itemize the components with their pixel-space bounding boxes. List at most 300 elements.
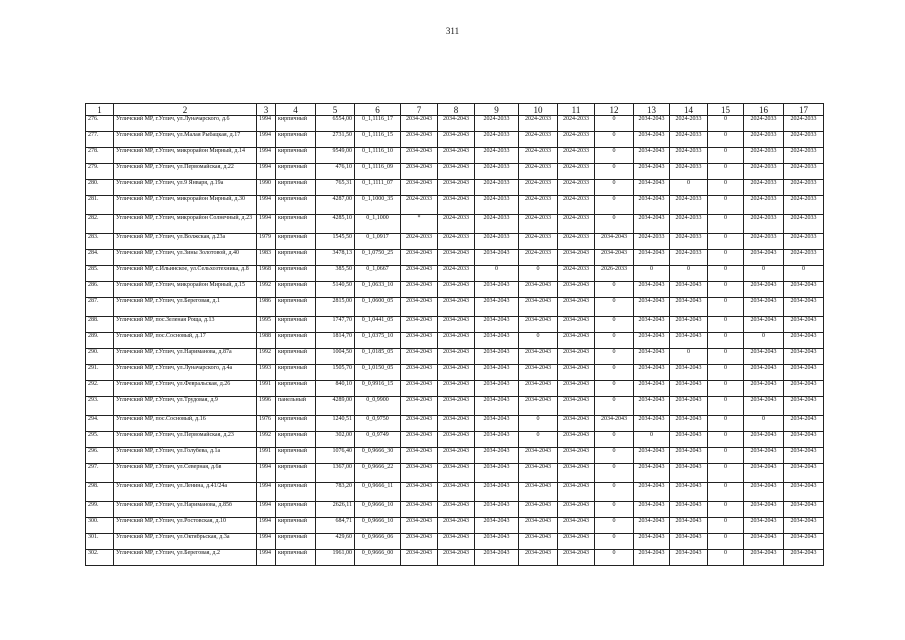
page-number: 311 — [445, 26, 460, 36]
table-cell: 2024-2033 — [519, 180, 558, 196]
table-cell: 2034-2043 — [438, 148, 475, 164]
table-cell: 0 — [708, 518, 744, 534]
table-cell: 2024-2033 — [558, 234, 595, 250]
table-cell: 0_0,9666_10 — [355, 502, 401, 518]
table-cell: 2024-2033 — [784, 148, 824, 164]
table-cell: 1994 — [257, 164, 276, 180]
table-cell: 2034-2043 — [401, 381, 438, 397]
table-cell: 2024-2033 — [670, 164, 708, 180]
table-cell: 2034-2043 — [634, 196, 670, 215]
table-cell: 1992 — [257, 349, 276, 365]
table-cell: 2024-2033 — [519, 250, 558, 266]
table-cell: 2024-2033 — [519, 132, 558, 148]
table-cell: 2024-2033 — [558, 180, 595, 196]
table-cell: 2034-2043 — [634, 381, 670, 397]
table-cell: 2034-2043 — [784, 317, 824, 333]
table-cell: 6554,00 — [316, 116, 355, 132]
table-cell: 2034-2043 — [670, 550, 708, 566]
table-cell: 2024-2033 — [475, 215, 519, 234]
table-cell: 283. — [86, 234, 114, 250]
table-cell: 2034-2043 — [475, 483, 519, 502]
table-cell: 0 — [595, 432, 634, 448]
table-cell: 2034-2043 — [438, 502, 475, 518]
table-cell: 2034-2043 — [634, 349, 670, 365]
table-cell: 2034-2043 — [670, 432, 708, 448]
table-cell: 2034-2043 — [438, 116, 475, 132]
table-cell: 0 — [595, 317, 634, 333]
address-cell: Угличский МР, г.Углич, ул.Береговая, д.1 — [114, 298, 257, 317]
table-cell: 0 — [708, 448, 744, 464]
table-cell: 2024-2033 — [475, 116, 519, 132]
table-cell: 0 — [595, 502, 634, 518]
table-cell: 2024-2033 — [744, 148, 784, 164]
table-row — [86, 518, 824, 534]
column-header: 10 — [519, 104, 558, 116]
table-cell: 0 — [708, 116, 744, 132]
table-cell: 2034-2043 — [475, 448, 519, 464]
table-cell: 2034-2043 — [558, 550, 595, 566]
table-row — [86, 349, 824, 365]
table-cell: 2034-2043 — [634, 298, 670, 317]
column-header: 15 — [708, 104, 744, 116]
table-cell: кирпичный — [276, 116, 316, 132]
table-cell: 277. — [86, 132, 114, 148]
table-cell: 2626,11 — [316, 502, 355, 518]
table-row — [86, 196, 824, 215]
table-cell: 0 — [744, 416, 784, 432]
address-cell: Угличский МР, пос.Сосновый, д.16 — [114, 416, 257, 432]
table-cell: 2034-2043 — [519, 448, 558, 464]
table-cell: 2024-2033 — [475, 132, 519, 148]
table-cell: 2034-2043 — [634, 164, 670, 180]
column-header: 1 — [86, 104, 114, 116]
table-cell: 0 — [595, 132, 634, 148]
address-cell: Угличский МР, г.Углич, ул.Ленина, д.41/24а — [114, 483, 257, 502]
table-cell: 2034-2043 — [744, 534, 784, 550]
table-cell: 0_1,1000 — [355, 215, 401, 234]
column-header: 9 — [475, 104, 519, 116]
table-cell: 2024-2033 — [784, 116, 824, 132]
table-cell: 2034-2043 — [401, 518, 438, 534]
table-cell: 2034-2043 — [401, 534, 438, 550]
address-cell: Угличский МР, г.Углич, ул.Ростовская, д.10 — [114, 518, 257, 534]
table-cell: 2034-2043 — [634, 502, 670, 518]
header-row — [86, 104, 824, 116]
table-cell: 0 — [595, 116, 634, 132]
table-row — [86, 397, 824, 416]
table-cell: 0 — [595, 483, 634, 502]
table-cell: 0_0,9666_10 — [355, 518, 401, 534]
table-cell: 285. — [86, 266, 114, 282]
table-cell: 0 — [595, 333, 634, 349]
table-cell: 2024-2033 — [438, 266, 475, 282]
table-cell: 0 — [595, 448, 634, 464]
table-cell: 2034-2043 — [519, 464, 558, 483]
table-cell: 2034-2043 — [784, 333, 824, 349]
table-cell: 2034-2043 — [438, 333, 475, 349]
table-row — [86, 234, 824, 250]
table-cell: 2034-2043 — [784, 448, 824, 464]
table-cell: 2034-2043 — [634, 550, 670, 566]
table-cell: 0 — [708, 180, 744, 196]
table-cell: 2034-2043 — [784, 502, 824, 518]
table-cell: 2024-2033 — [784, 180, 824, 196]
table-cell: 2034-2043 — [744, 298, 784, 317]
table-cell: 0_1,1000_35 — [355, 196, 401, 215]
table-cell: 1992 — [257, 282, 276, 298]
address-cell: Угличский МР, г.Углич, ул.Февральская, д.26 — [114, 381, 257, 397]
table-cell: 2034-2043 — [634, 365, 670, 381]
table-cell: 2034-2043 — [401, 448, 438, 464]
table-row — [86, 365, 824, 381]
table-cell: 1004,50 — [316, 349, 355, 365]
table-cell: 0_1,0633_10 — [355, 282, 401, 298]
table-cell: 0 — [595, 534, 634, 550]
table-cell: 1505,70 — [316, 365, 355, 381]
table-cell: 2034-2043 — [438, 397, 475, 416]
table-cell: 0 — [708, 282, 744, 298]
table-cell: 2034-2043 — [438, 180, 475, 196]
table-cell: кирпичный — [276, 298, 316, 317]
table-cell: 2034-2043 — [558, 349, 595, 365]
table-cell: 2034-2043 — [475, 317, 519, 333]
table-cell: 0 — [595, 180, 634, 196]
table-cell: 2026-2033 — [595, 266, 634, 282]
table-cell: 2034-2043 — [475, 518, 519, 534]
table-cell: 2034-2043 — [519, 483, 558, 502]
table-cell: 2815,00 — [316, 298, 355, 317]
table-row — [86, 483, 824, 502]
table-cell: 2034-2043 — [670, 282, 708, 298]
table-cell: 2024-2033 — [519, 164, 558, 180]
table-cell: 2034-2043 — [634, 464, 670, 483]
table-cell: 0_0,9916_15 — [355, 381, 401, 397]
table-cell: 2034-2043 — [438, 132, 475, 148]
table-cell: 0_1,0375_10 — [355, 333, 401, 349]
table-cell: 1240,51 — [316, 416, 355, 432]
table-cell: 2034-2043 — [558, 397, 595, 416]
table-cell: 0 — [519, 432, 558, 448]
table-cell: 2034-2043 — [744, 464, 784, 483]
address-cell: Угличский МР, г.Углич, ул.Первомайская, д.22 — [114, 164, 257, 180]
table-cell: 0 — [708, 333, 744, 349]
table-cell: 0 — [595, 282, 634, 298]
table-cell: 0 — [708, 250, 744, 266]
table-cell: 1994 — [257, 148, 276, 164]
table-cell: 0 — [670, 266, 708, 282]
table-cell: 2034-2043 — [670, 298, 708, 317]
column-header: 8 — [438, 104, 475, 116]
table-cell: 840,10 — [316, 381, 355, 397]
table-cell: 2034-2043 — [670, 381, 708, 397]
table-cell: 1986 — [257, 298, 276, 317]
table-cell: 2034-2043 — [401, 464, 438, 483]
address-cell: Угличский МР, г.Углич, ул.Нариманова, д.85б — [114, 502, 257, 518]
table-row — [86, 266, 824, 282]
table-cell: 2034-2043 — [519, 502, 558, 518]
table-cell: 2034-2043 — [744, 448, 784, 464]
address-cell: Угличский МР, г.Углич, ул.Волжская, д.23а — [114, 234, 257, 250]
address-cell: Угличский МР, г.Углич, микрорайон Мирный, д.15 — [114, 282, 257, 298]
table-cell: 0_0,9750 — [355, 416, 401, 432]
table-cell: 2034-2043 — [401, 164, 438, 180]
table-cell: кирпичный — [276, 416, 316, 432]
table-cell: 0 — [670, 349, 708, 365]
table-cell: 293. — [86, 397, 114, 416]
table-cell: 2034-2043 — [634, 132, 670, 148]
table-cell: 0 — [595, 215, 634, 234]
table-cell: 2024-2033 — [438, 215, 475, 234]
table-cell: 2034-2043 — [519, 534, 558, 550]
table-row — [86, 432, 824, 448]
table-cell: 0 — [595, 349, 634, 365]
table-cell: 0 — [784, 266, 824, 282]
table-cell: 2034-2043 — [670, 483, 708, 502]
table-row — [86, 502, 824, 518]
table-cell: 2024-2033 — [475, 234, 519, 250]
table-cell: 0_0,9666_00 — [355, 550, 401, 566]
table-cell: 2024-2033 — [784, 196, 824, 215]
table-cell: 0_0,9900 — [355, 397, 401, 416]
table-cell: 284. — [86, 250, 114, 266]
table-cell: 0 — [670, 180, 708, 196]
table-cell: 2034-2043 — [784, 432, 824, 448]
table-cell: 1996 — [257, 397, 276, 416]
table-cell: 2034-2043 — [438, 432, 475, 448]
table-cell: 0_0,9666_30 — [355, 448, 401, 464]
table-cell: 2034-2043 — [558, 518, 595, 534]
table-cell: 0 — [708, 132, 744, 148]
table-cell: 1988 — [257, 333, 276, 349]
column-header: 12 — [595, 104, 634, 116]
table-cell: 2024-2033 — [784, 164, 824, 180]
table-cell: 2034-2043 — [670, 518, 708, 534]
table-row — [86, 148, 824, 164]
table-cell: 0 — [708, 534, 744, 550]
table-cell: 301. — [86, 534, 114, 550]
table-cell: 1994 — [257, 534, 276, 550]
table-cell: 1995 — [257, 317, 276, 333]
table-cell: 2034-2043 — [634, 282, 670, 298]
table-cell: 0_1,1116_10 — [355, 148, 401, 164]
address-cell: Угличский МР, пос.Сосновый, д.17 — [114, 333, 257, 349]
table-cell: 2024-2033 — [475, 180, 519, 196]
table-cell: 2034-2043 — [438, 349, 475, 365]
table-cell: 299. — [86, 502, 114, 518]
table-cell: 0 — [708, 416, 744, 432]
table-cell: 1545,50 — [316, 234, 355, 250]
table-cell: кирпичный — [276, 266, 316, 282]
table-cell: 1747,70 — [316, 317, 355, 333]
table-cell: 2034-2043 — [558, 365, 595, 381]
table-cell: 1994 — [257, 550, 276, 566]
table-cell: 1994 — [257, 502, 276, 518]
table-cell: 2024-2033 — [670, 132, 708, 148]
table-cell: кирпичный — [276, 432, 316, 448]
table-cell: 2034-2043 — [558, 416, 595, 432]
table-row — [86, 298, 824, 317]
table-cell: 2034-2043 — [670, 534, 708, 550]
table-cell: 2024-2033 — [475, 148, 519, 164]
table-cell: 2034-2043 — [670, 333, 708, 349]
table-cell: 2034-2043 — [744, 250, 784, 266]
table-cell: 2024-2033 — [744, 215, 784, 234]
table-cell: 280. — [86, 180, 114, 196]
table-cell: 1991 — [257, 381, 276, 397]
table-row — [86, 164, 824, 180]
table-cell: 2024-2033 — [784, 215, 824, 234]
table-cell: 2034-2043 — [634, 518, 670, 534]
table-cell: 2034-2043 — [475, 298, 519, 317]
table-cell: 1994 — [257, 215, 276, 234]
table-cell: 287. — [86, 298, 114, 317]
table-cell: 2034-2043 — [784, 483, 824, 502]
table-cell: 5140,50 — [316, 282, 355, 298]
table-cell: 2024-2033 — [519, 116, 558, 132]
table-cell: 2731,50 — [316, 132, 355, 148]
table-cell: 0_0,9666_22 — [355, 464, 401, 483]
table-cell: 0 — [595, 164, 634, 180]
table-cell: 2024-2033 — [519, 215, 558, 234]
table-cell: 1994 — [257, 464, 276, 483]
table-cell: 1076,40 — [316, 448, 355, 464]
table-cell: 2024-2033 — [475, 196, 519, 215]
table-cell: 2024-2033 — [744, 132, 784, 148]
table-cell: 2034-2043 — [634, 148, 670, 164]
table-cell: 2024-2033 — [558, 196, 595, 215]
table-cell: 2034-2043 — [438, 196, 475, 215]
table-cell: 1994 — [257, 483, 276, 502]
table-cell: 297. — [86, 464, 114, 483]
table-cell: 2034-2043 — [438, 317, 475, 333]
table-cell: 4287,00 — [316, 196, 355, 215]
table-cell: 2034-2043 — [744, 432, 784, 448]
table-cell: 0 — [708, 397, 744, 416]
table-cell: 2024-2033 — [744, 180, 784, 196]
table-cell: 2034-2043 — [784, 534, 824, 550]
table-cell: 2034-2043 — [438, 483, 475, 502]
table-cell: кирпичный — [276, 518, 316, 534]
address-cell: Угличский МР, г.Углич, ул.Луначарского, д.6 — [114, 116, 257, 132]
address-cell: Угличский МР, с.Ильинское, ул.Сельхозтехника, д.8 — [114, 266, 257, 282]
table-cell: 0 — [708, 432, 744, 448]
table-cell: 2034-2043 — [744, 349, 784, 365]
address-cell: Угличский МР, г.Углич, ул.9 Января, д.19а — [114, 180, 257, 196]
address-cell: Угличский МР, г.Углич, ул.Голубева, д.1а — [114, 448, 257, 464]
table-row — [86, 464, 824, 483]
table-cell: 2034-2043 — [401, 116, 438, 132]
table-cell: 385,50 — [316, 266, 355, 282]
table-cell: 2034-2043 — [401, 148, 438, 164]
table-cell: кирпичный — [276, 317, 316, 333]
table-cell: 2034-2043 — [401, 266, 438, 282]
table-cell: 300. — [86, 518, 114, 534]
table-cell: 2034-2043 — [558, 298, 595, 317]
table-cell: 2034-2043 — [784, 464, 824, 483]
table-cell: 2034-2043 — [558, 464, 595, 483]
table-cell: 2034-2043 — [784, 298, 824, 317]
table-cell: 288. — [86, 317, 114, 333]
column-header: 6 — [355, 104, 401, 116]
table-cell: 0_0,9666_11 — [355, 483, 401, 502]
table-cell: 289. — [86, 333, 114, 349]
table-cell: 2034-2043 — [401, 550, 438, 566]
table-row — [86, 333, 824, 349]
column-header: 4 — [276, 104, 316, 116]
table-cell: 0_0,9749 — [355, 432, 401, 448]
table-cell: кирпичный — [276, 534, 316, 550]
table-cell: кирпичный — [276, 196, 316, 215]
table-cell: 292. — [86, 381, 114, 397]
table-row — [86, 116, 824, 132]
table-cell: 0 — [708, 164, 744, 180]
table-cell: 0_1,0750_25 — [355, 250, 401, 266]
column-header: 16 — [744, 104, 784, 116]
address-cell: Угличский МР, г.Углич, ул.Зины Золотовой, д.40 — [114, 250, 257, 266]
table-cell: 2024-2033 — [438, 234, 475, 250]
table-cell: 1814,70 — [316, 333, 355, 349]
table-cell: 2034-2043 — [558, 317, 595, 333]
table-cell: 2034-2043 — [558, 534, 595, 550]
table-cell: 2034-2043 — [475, 381, 519, 397]
table-cell: 2034-2043 — [475, 333, 519, 349]
table-cell: кирпичный — [276, 234, 316, 250]
table-cell: 2034-2043 — [438, 282, 475, 298]
table-cell: 2024-2033 — [744, 116, 784, 132]
table-cell: 2034-2043 — [784, 416, 824, 432]
table-cell: 0 — [708, 502, 744, 518]
table-row — [86, 534, 824, 550]
table-cell: 0 — [595, 518, 634, 534]
table-cell: 2034-2043 — [744, 381, 784, 397]
table-cell: 2034-2043 — [634, 534, 670, 550]
table-cell: 0 — [708, 266, 744, 282]
table-cell: 2034-2043 — [634, 180, 670, 196]
table-cell: 2034-2043 — [634, 448, 670, 464]
table-cell: 281. — [86, 196, 114, 215]
table-cell: 2024-2033 — [670, 196, 708, 215]
table-cell: 2034-2043 — [438, 416, 475, 432]
table-cell: 0 — [595, 148, 634, 164]
table-cell: 2024-2033 — [784, 250, 824, 266]
address-cell: Угличский МР, г.Углич, ул.Октябрьская, д.3а — [114, 534, 257, 550]
table-cell: 0 — [744, 333, 784, 349]
table-cell: 0 — [519, 416, 558, 432]
table-cell: 2034-2043 — [438, 250, 475, 266]
table-cell: 282. — [86, 215, 114, 234]
column-header: 3 — [257, 104, 276, 116]
table-cell: 1994 — [257, 196, 276, 215]
table-cell: кирпичный — [276, 282, 316, 298]
table-cell: 302. — [86, 550, 114, 566]
table-cell: 1979 — [257, 234, 276, 250]
table-cell: 2034-2043 — [670, 416, 708, 432]
table-cell: 2024-2033 — [558, 116, 595, 132]
table-cell: 2034-2043 — [744, 502, 784, 518]
table-body — [86, 116, 824, 566]
table-cell: 290. — [86, 349, 114, 365]
table-cell: 2034-2043 — [744, 483, 784, 502]
table-cell: 0 — [595, 381, 634, 397]
table-cell: кирпичный — [276, 215, 316, 234]
address-cell: Угличский МР, г.Углич, ул.Северная, д.6в — [114, 464, 257, 483]
table-cell: 0 — [595, 397, 634, 416]
table-cell: 276. — [86, 116, 114, 132]
table-cell: 2034-2043 — [519, 381, 558, 397]
table-cell: 0 — [708, 550, 744, 566]
table-cell: 2034-2043 — [401, 180, 438, 196]
table-cell: кирпичный — [276, 464, 316, 483]
